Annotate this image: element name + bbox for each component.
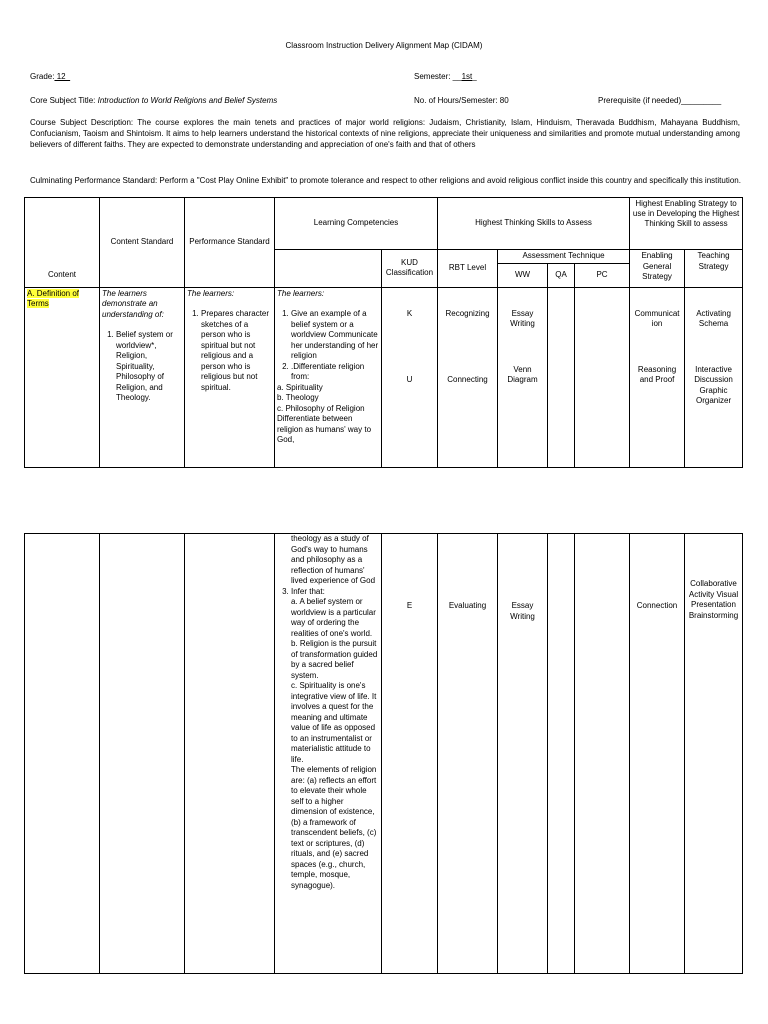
kud-2: U [406, 375, 413, 384]
table-row [25, 534, 743, 974]
lc-item-2-c: c. Philosophy of Religion Differentiate between religion as humans' way to God, [277, 403, 372, 444]
core-subject-value: Introduction to World Religions and Belief Systems [97, 96, 278, 105]
header-pc: PC [575, 263, 630, 287]
core-subject-label: Core Subject Title: [30, 96, 96, 105]
row1-kud [382, 287, 438, 467]
semester-tail: _ [472, 72, 477, 81]
row2-rbt [438, 534, 498, 974]
row2-content [25, 534, 100, 974]
lc-item-1: 1. Give an example of a belief system or a worldview Communicate her understanding of her religion [291, 309, 379, 362]
culminating-label: Culminating Performance Standard: [30, 176, 158, 185]
ww-3: Essay Writing [510, 601, 535, 621]
row1-qa [548, 287, 575, 467]
lc-item-3-head: 3. Infer that: [291, 586, 325, 596]
lc-item-3-c: c. Spirituality is one's integrative view of life. It involves a quest for the meaning and ultimate value of life as opposed to an instrumentalist or materialistic attitude to life. [291, 681, 377, 764]
row1-teaching [685, 287, 743, 467]
rbt-2: Connecting [447, 375, 488, 384]
teaching-2: Interactive Discussion Graphic Organizer [694, 364, 733, 405]
enabling-1: Communicat ion [634, 308, 680, 328]
teaching-3: Collaborative Activity Visual Presentation Brainstorming [688, 579, 739, 620]
cidam-table-page1 [24, 197, 743, 468]
header-ww: WW [498, 263, 548, 287]
lc-item-2-a: a. Spirituality [277, 382, 323, 392]
header-kud: KUD Classification [382, 250, 438, 288]
row1-content-standard [100, 287, 185, 467]
rbt-3: Evaluating [448, 601, 487, 610]
enabling-3: Connection [636, 601, 678, 610]
row2-teaching [685, 534, 743, 974]
grade-value: 12_ [54, 72, 71, 81]
semester-label: Semester: __ [414, 72, 462, 81]
row2-enabling [630, 534, 685, 974]
rbt-1: Recognizing [445, 308, 490, 318]
row1-pc [575, 287, 630, 467]
row1-ww [498, 287, 548, 467]
header-content: Content [25, 198, 100, 288]
header-highest-thinking-skills: Highest Thinking Skills to Assess [438, 198, 630, 250]
description-label: Course Subject Description: [30, 118, 134, 127]
header-performance-standard: Performance Standard [185, 198, 275, 288]
header-lc-blank [275, 250, 382, 288]
row1-learning-competencies [275, 287, 382, 467]
lc-item-2-b: b. Theology [277, 393, 319, 402]
performance-item: 1. Prepares character sketches of a person who is spiritual but not religious and a person who is religious but not spiritual. [201, 309, 272, 393]
hours-label: No. of Hours/Semester: 80 [414, 96, 509, 105]
row1-content [25, 287, 100, 467]
header-learning-competencies: Learning Competencies [275, 198, 438, 250]
header-content-standard: Content Standard [100, 198, 185, 288]
row1-enabling [630, 287, 685, 467]
lc-item-3-a: a. A belief system or worldview is a particular way of ordering the realities of one's world. [291, 597, 376, 638]
header-rbt-level: RBT Level [438, 250, 498, 288]
kud-1: K [406, 308, 413, 318]
lc-item-3-d: The elements of religion are: (a) reflects an effort to elevate their whole self to a higher dimension of existence, (b) a framework of transcendent beliefs, (c) text or scriptures, (d) rituals, and (e) sacred spaces (e.g., church, temple, mosque, synagogue). [291, 765, 377, 890]
core-subject-line [30, 96, 277, 107]
ww-2: Venn Diagram [507, 364, 538, 384]
row1-performance-standard [185, 287, 275, 467]
content-standard-intro: The learners demonstrate an understanding of: [102, 288, 164, 319]
lc-item-2-head: 2. .Differentiate religion from: [291, 361, 365, 381]
row2-pc [575, 534, 630, 974]
performance-intro: The learners: [187, 288, 235, 298]
row1-rbt [438, 287, 498, 467]
header-teaching-strategy: Teaching Strategy [685, 250, 743, 288]
kud-3: E [406, 601, 413, 610]
teaching-1: Activating Schema [696, 308, 731, 328]
header-enabling-general-strategy: Enabling General Strategy [630, 250, 685, 288]
row2-performance-standard [185, 534, 275, 974]
ww-1: Essay Writing [510, 308, 535, 328]
row2-ww [498, 534, 548, 974]
row2-kud [382, 534, 438, 974]
table-row [25, 287, 743, 467]
lc-item-3 [291, 587, 379, 892]
header-assessment-technique: Assessment Technique [498, 250, 630, 264]
row2-content-standard [100, 534, 185, 974]
header-highest-enabling-strategy: Highest Enabling Strategy to use in Developing the Highest Thinking Skill to assess [630, 198, 743, 250]
lc-item-3-b: b. Religion is the pursuit of transformation guided by a sacred belief system. [291, 639, 378, 680]
prerequisite-label: Prerequisite (if needed)_________ [598, 96, 722, 105]
description-text: The course explores the main tenets and practices of major world religions: Judaism, Christianity, Islam, Hinduism, Theravada Buddhism, Mahayana Buddhism, Confucianism, Taoism and Shintoism. It aims to help learners understand the historical contexts of nine religions, appreciate their uniqueness and similarities and promote mutual understanding among believers of different faiths. They are expected to demonstrate understanding and appreciation of one's faith and that of others [30, 118, 741, 149]
grade-line [30, 72, 70, 83]
enabling-2: Reasoning and Proof [637, 364, 677, 384]
row2-qa [548, 534, 575, 974]
content-topic-highlight: A. Definition of Terms [27, 288, 80, 308]
semester-value: 1st [461, 72, 473, 81]
document-title: Classroom Instruction Delivery Alignment Map (CIDAM) [285, 41, 483, 50]
lc-continuation: theology as a study of God's way to humans and philosophy as a reflection of humans' lived experience of God [291, 534, 376, 585]
lc-intro: The learners: [277, 288, 325, 298]
course-description [30, 117, 740, 150]
culminating-text: Perform a "Cost Play Online Exhibit" to promote tolerance and respect to other religions and avoid religious conflict inside this country and specifically this institution. [159, 176, 741, 185]
semester-line [414, 72, 477, 83]
content-standard-item: 1. Belief system or worldview*, Religion, Spirituality, Philosophy of Religion, and Theology. [116, 330, 182, 404]
lc-item-2 [291, 362, 379, 383]
cidam-table-page2 [24, 533, 743, 974]
culminating-standard [30, 175, 742, 186]
row2-learning-competencies [275, 534, 382, 974]
grade-label: Grade: [30, 72, 55, 81]
header-qa: QA [548, 263, 575, 287]
